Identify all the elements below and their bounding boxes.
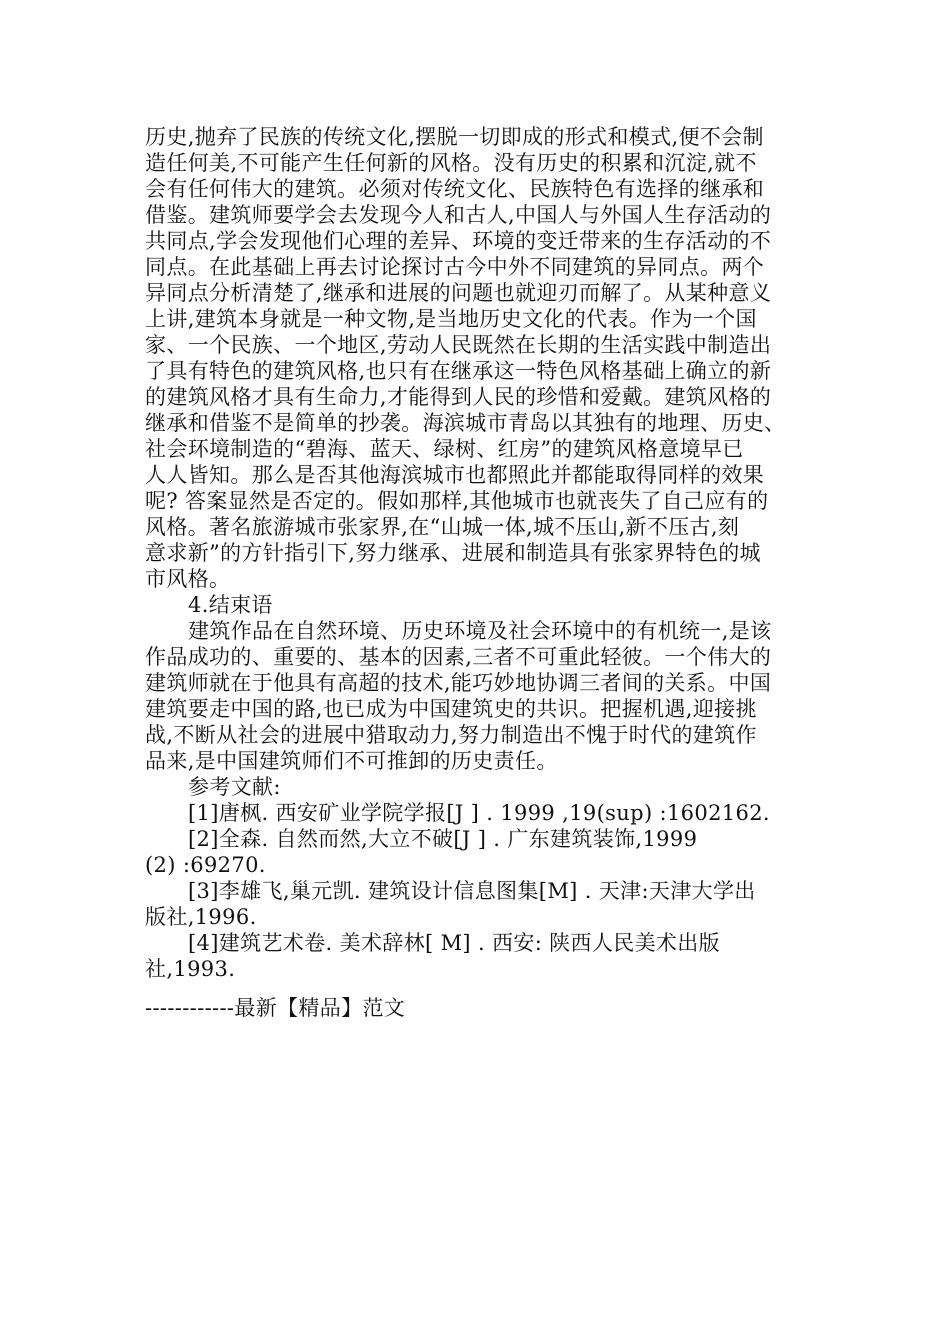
reference-item: [2]全森. 自然而然,大立不破[J ] . 广东建筑装饰,1999 (188, 827, 698, 851)
body-line: 借鉴。建筑师要学会去发现今人和古人,中国人与外国人生存活动的 (145, 203, 772, 227)
body-line: 社会环境制造的“碧海、蓝天、绿树、红房”的建筑风格意境早已 (145, 437, 744, 461)
body-line: 家、一个民族、一个地区,劳动人民既然在长期的生活实践中制造出 (145, 333, 772, 357)
conclusion-line: 建筑师就在于他具有高超的技术,能巧妙地协调三者间的关系。中国 (145, 671, 772, 695)
body-line: 历史,抛弃了民族的传统文化,摆脱一切即成的形式和模式,便不会制 (145, 125, 764, 149)
body-line: 风格。著名旅游城市张家界,在“山城一体,城不压山,新不压古,刻 (145, 515, 740, 539)
reference-item: [4]建筑艺术卷. 美术辞林[ M] . 西安: 陕西人民美术出版 (188, 931, 720, 955)
reference-item-continuation: 社,1993. (145, 957, 236, 981)
reference-item: [3]李雄飞,巢元凯. 建筑设计信息图集[M] . 天津:天津大学出 (188, 879, 756, 903)
body-line: 异同点分析清楚了,继承和进展的问题也就迎刃而解了。从某种意义 (145, 281, 772, 305)
body-line: 继承和借鉴不是简单的抄袭。海滨城市青岛以其独有的地理、历史、 (145, 411, 786, 435)
body-line: 共同点,学会发现他们心理的差异、环境的变迁带来的生存活动的不 (145, 229, 772, 253)
conclusion-line: 作品成功的、重要的、基本的因素,三者不可重此轻彼。一个伟大的 (145, 645, 772, 669)
conclusion-line: 建筑要走中国的路,也已成为中国建筑史的共识。把握机遇,迎接挑 (145, 697, 757, 721)
reference-item-continuation: 版社,1996. (145, 905, 257, 929)
conclusion-line: 战,不断从社会的进展中猎取动力,努力制造出不愧于时代的建筑作 (145, 723, 757, 747)
body-line: 市风格。 (145, 567, 231, 591)
body-line: 了具有特色的建筑风格,也只有在继承这一特色风格基础上确立的新 (145, 359, 772, 383)
footer-text: ------------最新【精品】范文 (145, 996, 406, 1020)
reference-item-continuation: (2) :69270. (145, 853, 266, 877)
body-line: 意求新”的方针指引下,努力继承、进展和制造具有张家界特色的城 (145, 541, 761, 565)
body-line: 上讲,建筑本身就是一种文物,是当地历史文化的代表。作为一个国 (145, 307, 757, 331)
reference-item: [1]唐枫. 西安矿业学院学报[J ] . 1999 ,19(sup) :1602162. (188, 801, 770, 825)
section-heading: 4.结束语 (188, 593, 273, 617)
body-line: 同点。在此基础上再去讨论探讨古今中外不同建筑的异同点。两个 (145, 255, 765, 279)
references-heading: 参考文献: (188, 775, 281, 799)
conclusion-line: 品来,是中国建筑师们不可推卸的历史责任。 (145, 749, 558, 773)
conclusion-line: 建筑作品在自然环境、历史环境及社会环境中的有机统一,是该 (188, 619, 772, 643)
body-line: 的建筑风格才具有生命力,才能得到人民的珍惜和爱戴。建筑风格的 (145, 385, 772, 409)
body-line: 人人皆知。那么是否其他海滨城市也都照此并都能取得同样的效果 (145, 463, 765, 487)
body-line: 会有任何伟大的建筑。必须对传统文化、民族特色有选择的继承和 (145, 177, 765, 201)
body-line: 造任何美,不可能产生任何新的风格。没有历史的积累和沉淀,就不 (145, 151, 757, 175)
body-line: 呢? 答案显然是否定的。假如那样,其他城市也就丧失了自己应有的 (145, 489, 769, 513)
